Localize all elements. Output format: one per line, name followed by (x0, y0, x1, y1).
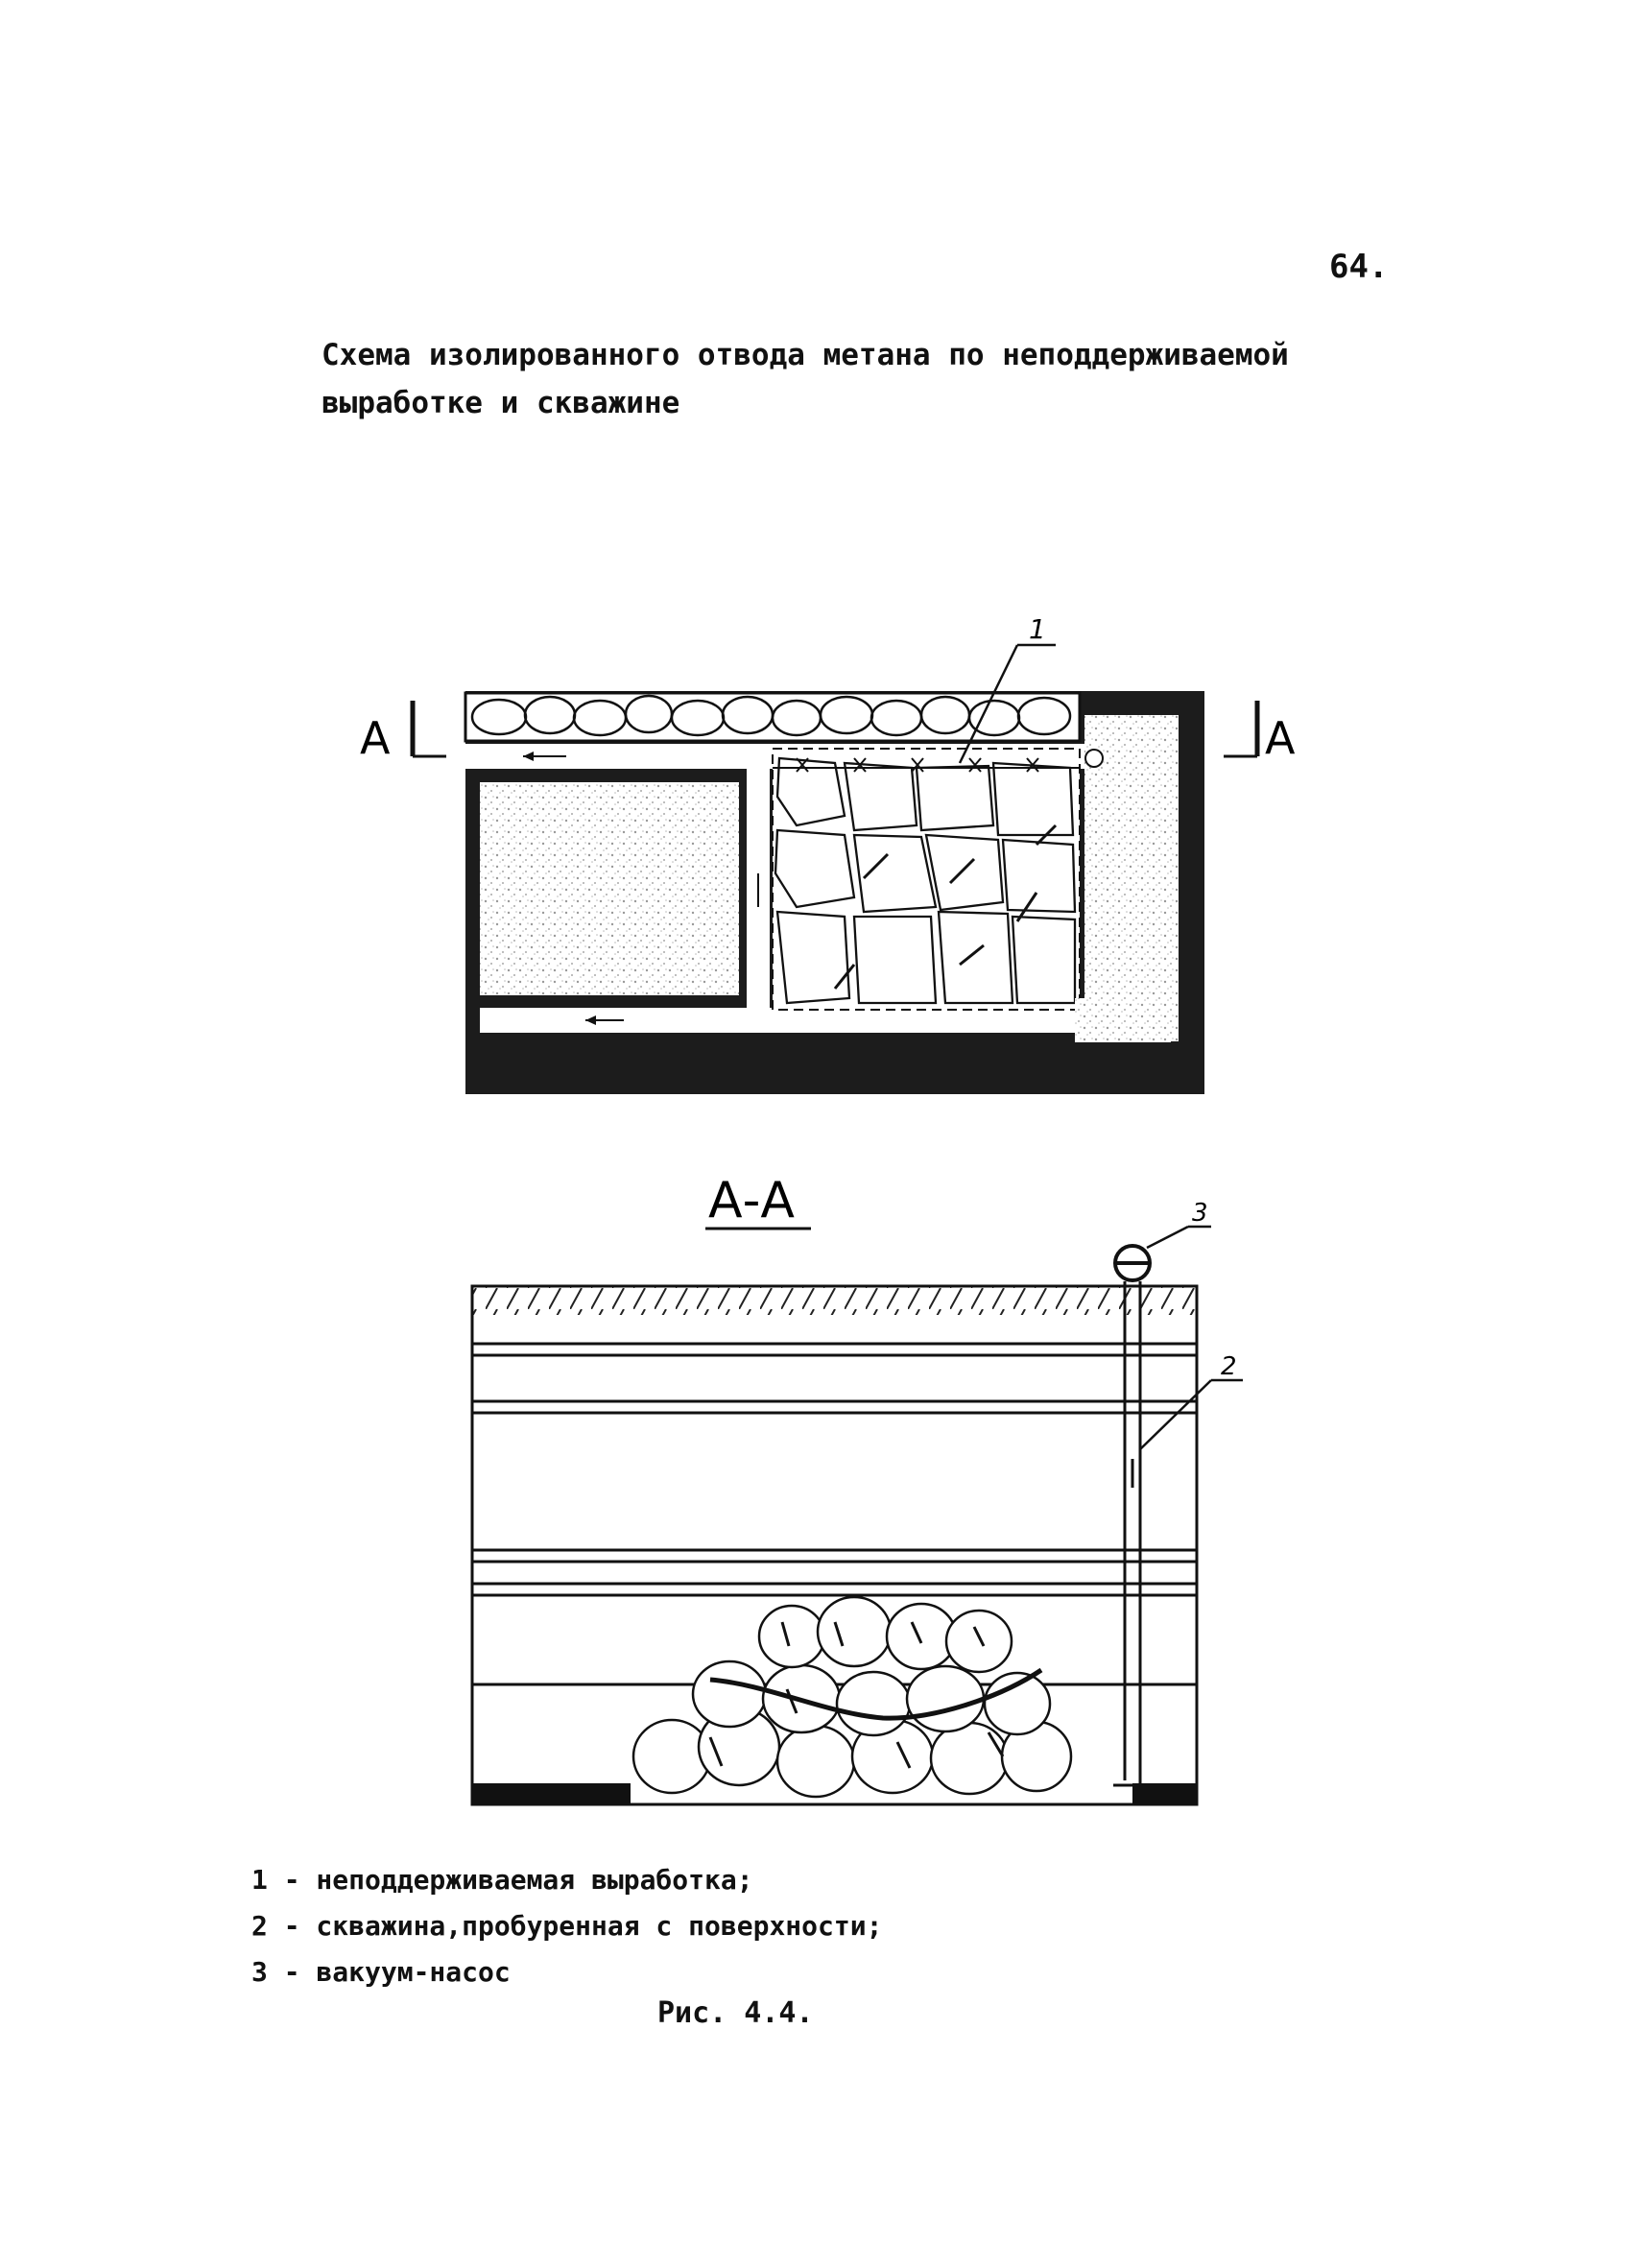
section-title: А-А (708, 1172, 795, 1229)
figure-caption: Рис. 4.4. (657, 1996, 814, 2030)
legend (251, 1857, 882, 1995)
legend-item-3: 3 - вакуум-насос (251, 1956, 511, 1988)
caved-rubble (633, 1597, 1071, 1797)
callout-2-leader (1140, 1380, 1211, 1449)
section-view (472, 1172, 1243, 1804)
floor-seam-left (472, 1783, 631, 1804)
callout-1-label: 1 (1029, 613, 1046, 645)
plan-view (360, 613, 1296, 1094)
borehole (1113, 1281, 1140, 1785)
legend-item-1: 1 - неподдерживаемая выработка; (251, 1864, 753, 1896)
lower-drift (480, 1008, 1075, 1033)
section-marker-right: А (1265, 712, 1296, 764)
page-number: 64. (1329, 248, 1389, 286)
floor-seam-right (1132, 1783, 1197, 1804)
title-line-1: Схема изолированного отвода метана по неподдерживаемой (322, 338, 1289, 372)
callout-3-leader (1147, 1227, 1188, 1248)
ground-surface (472, 1286, 1197, 1315)
goaf-area (773, 749, 1080, 1010)
callout-2-label: 2 (1221, 1352, 1237, 1381)
rock-strata-frame (472, 1286, 1197, 1804)
callout-3-label: 3 (1192, 1199, 1208, 1228)
section-marker-left: А (360, 712, 391, 764)
legend-item-2: 2 - скважина,пробуренная с поверхности; (251, 1910, 883, 1942)
coal-block (480, 782, 739, 995)
title-line-2: выработке и скважине (322, 386, 680, 420)
